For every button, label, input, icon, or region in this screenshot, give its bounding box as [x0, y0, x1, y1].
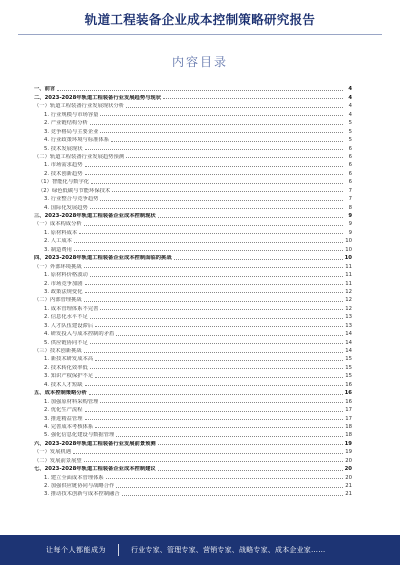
toc-entry-title: 六、2023-2028年轨道工程装备行业发展前景预测: [34, 440, 156, 447]
toc-entry-page: 4: [348, 103, 352, 110]
toc-entry-page: 9: [348, 229, 352, 236]
toc-entry-page: 20: [344, 466, 352, 473]
toc-entry-page: 13: [345, 322, 352, 329]
toc-entry-page: 11: [345, 272, 352, 279]
toc-entry-page: 12: [345, 288, 352, 295]
toc-entry-page: 18: [345, 432, 352, 439]
toc-entry[interactable]: [34, 244, 352, 252]
toc-entry[interactable]: [34, 160, 352, 168]
toc-entry-title: 3. 推进精益管理: [44, 415, 83, 422]
toc-entry-page: 6: [348, 179, 352, 186]
toc-entry-title: 5. 强化信息化建设与数据管理: [44, 432, 115, 439]
toc-entry-page: 19: [345, 449, 352, 456]
toc-leader-dots: [100, 132, 343, 133]
toc-entry[interactable]: [34, 109, 352, 117]
toc-entry-title: 2. 加强供应链协同与战略合作: [44, 483, 115, 489]
toc-entry-page: 10: [344, 255, 352, 262]
toc-entry-page: 5: [348, 128, 352, 135]
toc-entry-page: 7: [348, 187, 352, 194]
toc-entry[interactable]: [34, 320, 352, 328]
toc-entry-title: 1. 成本管理体系不完善: [44, 305, 99, 312]
toc-entry-title: 3. 竞争格局与主要企业: [44, 128, 99, 135]
toc-entry[interactable]: [34, 422, 352, 430]
toc-entry-title: 2. 人工成本: [44, 238, 72, 245]
toc-leader-dots: [90, 318, 343, 319]
toc-leader-dots: [85, 284, 343, 285]
toc-entry-title: 1. 原材料成本: [44, 229, 78, 236]
toc-leader-dots: [163, 98, 343, 99]
toc-entry-title: 4. 行业政策环境与标准体系: [44, 137, 110, 144]
toc-entry-title: （2）绿色低碳与节能环保技术: [38, 187, 111, 194]
footer-slogan: 让每个人都能成为: [46, 546, 106, 554]
toc-leader-dots: [91, 183, 343, 184]
toc-entry[interactable]: [34, 405, 352, 413]
toc-leader-dots: [85, 385, 343, 386]
toc-entry[interactable]: [34, 185, 352, 193]
toc-entry[interactable]: [34, 92, 352, 100]
toc-entry-page: 11: [345, 263, 352, 270]
toc-entry[interactable]: [34, 101, 352, 109]
toc-entry[interactable]: [34, 312, 352, 320]
toc-entry[interactable]: [34, 194, 352, 202]
toc-entry[interactable]: [34, 371, 352, 379]
toc-entry-title: 4. 研发投入与成本控制的矛盾: [44, 331, 115, 338]
toc-entry[interactable]: [34, 464, 352, 472]
toc-leader-dots: [116, 335, 343, 336]
toc-entry-title: 4. 技术人才短缺: [44, 381, 83, 388]
toc-leader-dots: [90, 343, 343, 344]
toc-entry-page: 5: [348, 120, 352, 127]
toc-entry-title: 2. 市场竞争加剧: [44, 280, 83, 287]
toc-entry-title: 4. 国际化发展趋势: [44, 204, 88, 211]
toc-entry[interactable]: [34, 253, 352, 261]
toc-entry-page: 13: [345, 314, 352, 321]
toc-entry[interactable]: [34, 396, 352, 404]
toc-entry-title: 5. 技术发展现状: [44, 145, 83, 152]
toc-entry-title: 1. 行业规模与市场容量: [44, 111, 99, 118]
toc-entry[interactable]: [34, 227, 352, 235]
toc-entry[interactable]: [34, 143, 352, 151]
toc-entry[interactable]: [34, 430, 352, 438]
toc-leader-dots: [158, 470, 343, 471]
toc-entry-title: （二）内部管理挑战: [34, 297, 82, 304]
toc-leader-dots: [95, 360, 343, 361]
table-of-contents: [34, 84, 352, 506]
toc-entry-page: 19: [344, 440, 352, 447]
toc-entry-title: 四、2023-2028年轨道工程装备企业成本控制面临的挑战: [34, 255, 172, 262]
toc-entry[interactable]: [34, 455, 352, 463]
toc-leader-dots: [95, 427, 343, 428]
toc-entry-page: 18: [345, 423, 352, 430]
toc-entry[interactable]: [34, 177, 352, 185]
toc-entry-page: 10: [345, 238, 352, 245]
toc-entry[interactable]: [34, 354, 352, 362]
toc-leader-dots: [84, 225, 343, 226]
toc-leader-dots: [106, 478, 343, 479]
toc-leader-dots: [100, 200, 343, 201]
toc-leader-dots: [57, 90, 343, 91]
toc-entry-title: （一）轨道工程装备行业发展现状分析: [34, 103, 125, 110]
toc-leader-dots: [84, 461, 343, 462]
toc-entry[interactable]: [34, 346, 352, 354]
toc-leader-dots: [90, 276, 343, 277]
toc-entry-title: 4. 完善成本考核体系: [44, 423, 94, 430]
header-divider: [18, 34, 382, 35]
toc-entry-title: 3. 人才队伍建设滞后: [44, 322, 94, 329]
toc-entry-page: 21: [345, 491, 352, 498]
toc-entry[interactable]: [34, 211, 352, 219]
toc-leader-dots: [84, 301, 343, 302]
toc-entry[interactable]: [34, 329, 352, 337]
toc-entry-page: 17: [345, 407, 352, 414]
toc-heading: 内容目录: [171, 55, 228, 69]
toc-entry-title: （一）外部环境挑战: [34, 263, 82, 270]
document-title: 轨道工程装备企业成本控制策略研究报告: [84, 12, 316, 27]
toc-entry-page: 9: [348, 221, 352, 228]
toc-entry-title: 2. 信息化水平不足: [44, 314, 88, 321]
toc-leader-dots: [90, 368, 343, 369]
toc-entry[interactable]: [34, 413, 352, 421]
toc-entry-title: 2. 优化生产流程: [44, 407, 83, 414]
toc-leader-dots: [90, 208, 343, 209]
toc-entry-page: 17: [345, 415, 352, 422]
toc-entry-page: 4: [348, 111, 352, 118]
toc-entry-page: 14: [345, 339, 352, 346]
toc-entry[interactable]: [34, 379, 352, 387]
toc-entry-title: 3. 知识产权保护不足: [44, 373, 94, 380]
toc-entry-page: 4: [348, 94, 352, 101]
toc-entry-title: 三、2023-2028年轨道工程装备企业成本控制现状: [34, 213, 156, 219]
toc-entry-page: 16: [345, 398, 352, 405]
toc-leader-dots: [126, 107, 343, 108]
toc-leader-dots: [112, 191, 343, 192]
toc-leader-dots: [85, 292, 343, 293]
toc-entry-page: 14: [345, 348, 352, 354]
toc-leader-dots: [116, 487, 343, 488]
toc-entry-title: 5. 供应链协同不足: [44, 339, 88, 346]
toc-entry[interactable]: [34, 303, 352, 311]
toc-entry-title: 3. 政策法规变化: [44, 288, 83, 295]
toc-entry-page: 20: [345, 474, 352, 481]
toc-entry-page: 5: [348, 137, 352, 144]
toc-entry-title: 一、前言: [34, 86, 56, 93]
toc-entry-title: （二）发展前景展望: [34, 457, 82, 464]
toc-entry[interactable]: [34, 278, 352, 286]
toc-leader-dots: [85, 149, 343, 150]
toc-leader-dots: [79, 233, 343, 234]
toc-leader-dots: [73, 453, 343, 454]
toc-entry[interactable]: [34, 135, 352, 143]
toc-leader-dots: [111, 141, 343, 142]
toc-entry-title: 1. 原材料价格波动: [44, 272, 88, 279]
toc-entry-title: 二、2023-2028年轨道工程装备行业发展趋势与现状: [34, 94, 162, 101]
toc-leader-dots: [100, 309, 343, 310]
toc-entry[interactable]: [34, 202, 352, 210]
toc-entry-title: （1）智能化与数字化: [38, 179, 90, 186]
toc-leader-dots: [84, 352, 343, 353]
toc-entry-title: 1. 加强原材料采购管理: [44, 398, 99, 405]
toc-entry[interactable]: [34, 84, 352, 92]
toc-leader-dots: [85, 174, 343, 175]
toc-leader-dots: [122, 495, 343, 496]
toc-entry-title: （一）成本构成分析: [34, 221, 82, 228]
toc-leader-dots: [100, 115, 343, 116]
toc-entry[interactable]: [34, 168, 352, 176]
toc-leader-dots: [174, 259, 343, 260]
toc-leader-dots: [89, 394, 343, 395]
toc-leader-dots: [84, 267, 343, 268]
toc-entry-page: 9: [348, 213, 352, 219]
toc-entry[interactable]: [34, 236, 352, 244]
toc-entry-title: 1. 市场需求趋势: [44, 162, 83, 169]
toc-entry-title: 2. 产业链结构分析: [44, 120, 88, 127]
toc-entry-title: 1. 新技术研发成本高: [44, 356, 94, 363]
footer-tagline: 行业专家、管理专家、营销专家、战略专家、成本企业家……: [131, 546, 326, 554]
toc-entry[interactable]: [34, 261, 352, 269]
toc-leader-dots: [85, 411, 343, 412]
toc-entry[interactable]: [34, 219, 352, 227]
toc-entry-page: 16: [344, 390, 352, 397]
toc-entry-title: （二）轨道工程装备行业发展趋势预测: [34, 153, 125, 160]
toc-entry-page: 15: [345, 364, 352, 371]
toc-leader-dots: [85, 419, 343, 420]
toc-entry-title: 2. 技术创新趋势: [44, 170, 83, 177]
toc-entry[interactable]: [34, 362, 352, 370]
toc-entry-page: 16: [345, 381, 352, 388]
toc-entry[interactable]: [34, 295, 352, 303]
toc-leader-dots: [90, 124, 343, 125]
footer-banner: [0, 535, 400, 565]
toc-entry-page: 6: [348, 162, 352, 169]
toc-entry[interactable]: [34, 447, 352, 455]
toc-entry[interactable]: [34, 152, 352, 160]
toc-entry[interactable]: [34, 388, 352, 396]
toc-entry[interactable]: [34, 126, 352, 134]
toc-leader-dots: [74, 242, 343, 243]
toc-leader-dots: [85, 166, 343, 167]
toc-leader-dots: [74, 250, 343, 251]
toc-leader-dots: [95, 326, 343, 327]
toc-entry-page: 8: [348, 204, 352, 211]
toc-entry-page: 15: [345, 373, 352, 380]
toc-leader-dots: [100, 402, 343, 403]
toc-entry-page: 20: [345, 457, 352, 464]
toc-entry-title: （一）发展机遇: [34, 449, 72, 456]
toc-leader-dots: [158, 217, 343, 218]
toc-entry-page: 15: [345, 356, 352, 363]
toc-entry-page: 10: [345, 246, 352, 253]
toc-entry-title: 2. 技术转化效率低: [44, 364, 88, 371]
toc-entry-title: 3. 推动技术创新与成本控制融合: [44, 491, 120, 498]
toc-entry[interactable]: [34, 472, 352, 480]
toc-entry-page: 12: [345, 297, 352, 304]
toc-entry-page: 6: [348, 170, 352, 177]
toc-entry[interactable]: [34, 489, 352, 497]
toc-entry-page: 21: [345, 483, 352, 489]
toc-entry-title: 1. 建立全面成本管理体系: [44, 474, 104, 481]
toc-entry-page: 11: [345, 280, 352, 287]
toc-entry[interactable]: [34, 118, 352, 126]
toc-entry[interactable]: [34, 481, 352, 489]
toc-entry-page: 6: [348, 145, 352, 152]
toc-entry-title: 五、成本控制策略分析: [34, 390, 87, 397]
toc-entry[interactable]: [34, 270, 352, 278]
toc-entry[interactable]: [34, 287, 352, 295]
toc-leader-dots: [126, 157, 343, 158]
toc-leader-dots: [116, 436, 343, 437]
toc-entry-page: 6: [348, 153, 352, 160]
toc-entry-title: 3. 制造费用: [44, 246, 72, 253]
toc-entry-title: 七、2023-2028年轨道工程装备企业成本控制建议: [34, 466, 156, 473]
toc-entry-page: 14: [345, 331, 352, 338]
toc-leader-dots: [158, 444, 343, 445]
toc-entry-title: 3. 行业整合与竞争趋势: [44, 196, 99, 203]
toc-entry[interactable]: [34, 438, 352, 446]
toc-entry-page: 12: [345, 305, 352, 312]
toc-entry-page: 7: [348, 196, 352, 203]
toc-leader-dots: [95, 377, 343, 378]
footer-divider: [118, 544, 119, 556]
toc-entry-title: （三）技术创新挑战: [34, 348, 82, 354]
toc-entry[interactable]: [34, 337, 352, 345]
toc-entry-page: 4: [348, 86, 352, 93]
